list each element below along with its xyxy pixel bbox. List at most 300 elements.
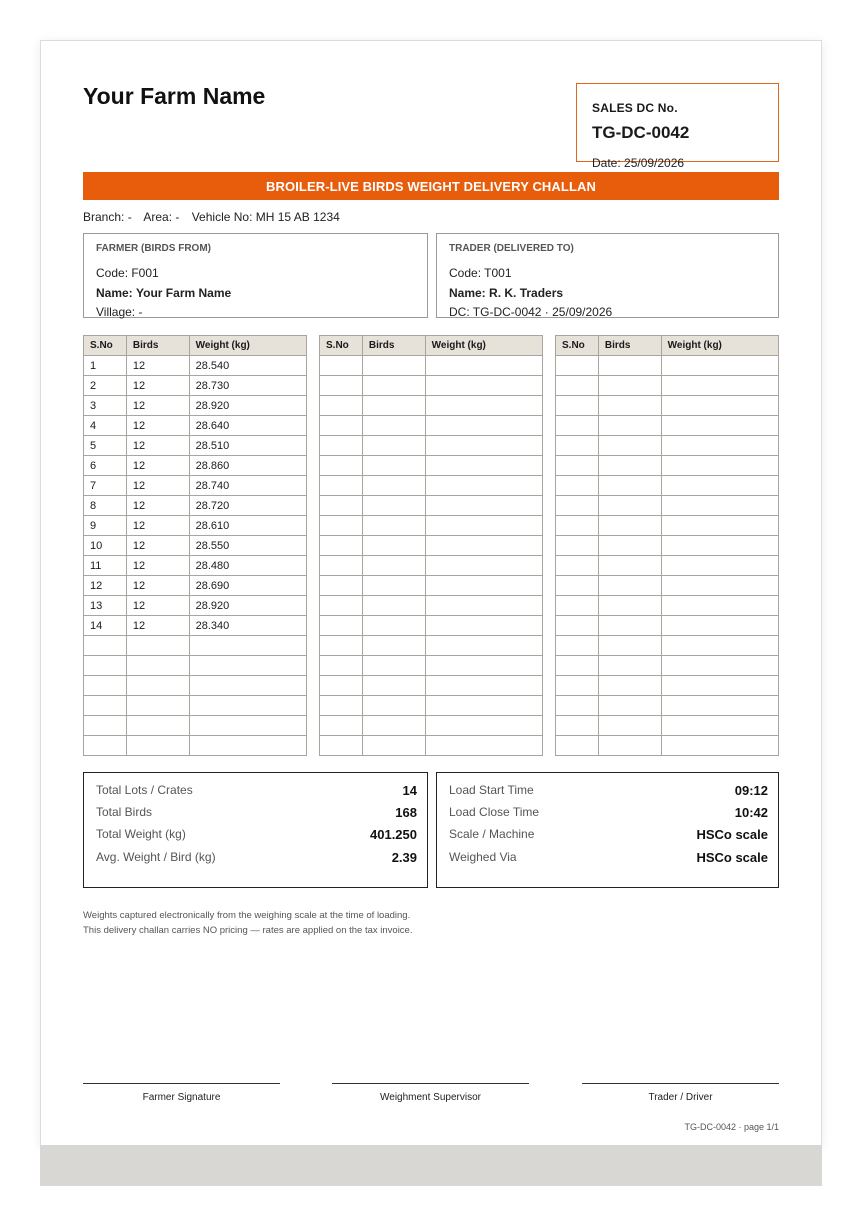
summary-label: Total Weight (kg) [96, 827, 186, 841]
table-cell [425, 416, 542, 436]
table-cell [661, 616, 778, 636]
table-cell [362, 716, 425, 736]
table-cell [598, 596, 661, 616]
table-row [556, 596, 779, 616]
summary-row [449, 827, 768, 845]
table-cell [556, 616, 599, 636]
table-cell: 28.730 [189, 376, 306, 396]
table-cell: 12 [126, 616, 189, 636]
table-cell [598, 496, 661, 516]
table-cell [556, 476, 599, 496]
table-cell [189, 736, 306, 756]
table-row [84, 576, 307, 596]
weights-table-3 [555, 335, 779, 756]
table-cell: 28.340 [189, 616, 306, 636]
table-row [84, 536, 307, 556]
table-cell [661, 456, 778, 476]
table-cell [320, 396, 363, 416]
summary-label: Scale / Machine [449, 827, 535, 841]
table-cell: 12 [126, 536, 189, 556]
summary-value: 401.250 [370, 827, 417, 842]
table-cell [556, 496, 599, 516]
table-cell [320, 556, 363, 576]
table-row [320, 396, 543, 416]
table-cell [556, 716, 599, 736]
table-cell [84, 716, 127, 736]
summary-row [96, 850, 417, 868]
table-cell [362, 736, 425, 756]
table-cell [598, 656, 661, 676]
table-cell [556, 376, 599, 396]
weights-table-2 [319, 335, 543, 756]
trader-dc: DC: TG-DC-0042 · 25/09/2026 [449, 305, 613, 319]
farmer-name: Your Farm Name [136, 286, 232, 300]
table-cell [661, 596, 778, 616]
table-cell [598, 696, 661, 716]
summary-label: Load Start Time [449, 783, 534, 797]
table-cell: 12 [126, 516, 189, 536]
weights-header-cell: S.No [320, 336, 363, 356]
table-cell [661, 636, 778, 656]
totals-panel [83, 772, 428, 888]
table-cell: 28.510 [189, 436, 306, 456]
table-cell: 14 [84, 616, 127, 636]
trader-signature-line [582, 1083, 779, 1103]
table-cell [661, 696, 778, 716]
table-row [556, 496, 779, 516]
farm-name-heading: Your Farm Name [83, 83, 266, 109]
table-cell [661, 396, 778, 416]
table-cell [320, 576, 363, 596]
summary-value: 2.39 [391, 850, 417, 865]
table-cell [425, 636, 542, 656]
farmer-village: Village: - [96, 305, 143, 319]
table-row [320, 536, 543, 556]
table-cell: 28.920 [189, 396, 306, 416]
table-row [84, 556, 307, 576]
summary-label: Total Birds [96, 805, 153, 819]
table-cell: 28.550 [189, 536, 306, 556]
summary-label: Weighed Via [449, 850, 517, 864]
table-cell [126, 636, 189, 656]
table-cell [126, 696, 189, 716]
table-cell [661, 516, 778, 536]
table-row [556, 576, 779, 596]
table-row [84, 476, 307, 496]
table-cell [661, 356, 778, 376]
table-cell [84, 696, 127, 716]
table-cell [126, 676, 189, 696]
table-cell [425, 496, 542, 516]
summary-value: 168 [395, 805, 417, 820]
table-row [320, 656, 543, 676]
table-cell [126, 656, 189, 676]
table-cell [661, 556, 778, 576]
table-cell: 12 [126, 556, 189, 576]
table-cell [84, 736, 127, 756]
table-cell [320, 516, 363, 536]
weights-header-cell: Birds [126, 336, 189, 356]
table-row [84, 696, 307, 716]
trader-signature-label: Trader / Driver [648, 1092, 713, 1103]
table-row [84, 376, 307, 396]
table-cell [661, 576, 778, 596]
table-cell [320, 596, 363, 616]
farmer-name-line [96, 286, 231, 300]
table-cell [362, 496, 425, 516]
table-cell [556, 456, 599, 476]
dc-number: TG-DC-0042 [592, 123, 690, 142]
summary-label: Avg. Weight / Bird (kg) [96, 850, 216, 864]
weights-header-cell: Weight (kg) [425, 336, 542, 356]
note-line-2: This delivery challan carries NO pricing — rates are applied on the tax invoice. [83, 925, 413, 936]
table-row [320, 356, 543, 376]
table-cell [362, 456, 425, 476]
table-row [320, 676, 543, 696]
table-row [556, 516, 779, 536]
table-cell [320, 376, 363, 396]
table-row [556, 376, 779, 396]
table-cell [320, 736, 363, 756]
table-cell [320, 416, 363, 436]
table-cell [425, 556, 542, 576]
page-number: TG-DC-0042 · page 1/1 [684, 1122, 779, 1132]
table-cell [425, 596, 542, 616]
table-cell: 5 [84, 436, 127, 456]
challan-title-banner: BROILER-LIVE BIRDS WEIGHT DELIVERY CHALLAN [83, 172, 779, 200]
table-cell: 4 [84, 416, 127, 436]
weights-table-1 [83, 335, 307, 756]
table-row [320, 556, 543, 576]
table-cell [189, 636, 306, 656]
table-row [320, 516, 543, 536]
table-cell [425, 716, 542, 736]
table-row [556, 616, 779, 636]
table-cell [362, 576, 425, 596]
table-cell [425, 436, 542, 456]
table-row [556, 536, 779, 556]
table-cell [661, 416, 778, 436]
table-cell [598, 716, 661, 736]
weights-header-cell: Weight (kg) [661, 336, 778, 356]
table-cell: 12 [84, 576, 127, 596]
table-cell [84, 676, 127, 696]
table-cell [598, 516, 661, 536]
table-row [556, 356, 779, 376]
table-cell [320, 436, 363, 456]
table-row [556, 436, 779, 456]
table-cell [362, 696, 425, 716]
table-cell [598, 576, 661, 596]
summary-value: 09:12 [734, 783, 768, 798]
table-cell [598, 676, 661, 696]
table-row [556, 556, 779, 576]
table-cell [425, 396, 542, 416]
table-cell [598, 376, 661, 396]
table-cell: 28.860 [189, 456, 306, 476]
table-row [84, 656, 307, 676]
table-cell [661, 736, 778, 756]
table-cell [126, 716, 189, 736]
table-cell [362, 556, 425, 576]
table-cell: 12 [126, 576, 189, 596]
table-row [84, 736, 307, 756]
weights-header-cell: Weight (kg) [189, 336, 306, 356]
table-cell [661, 376, 778, 396]
table-row [84, 436, 307, 456]
table-cell [362, 436, 425, 456]
table-row [84, 636, 307, 656]
table-cell [362, 596, 425, 616]
supervisor-signature-label: Weighment Supervisor [380, 1092, 481, 1103]
table-cell [320, 696, 363, 716]
table-cell [661, 436, 778, 456]
table-cell: 12 [126, 456, 189, 476]
challan-page [40, 40, 822, 1146]
table-row [320, 496, 543, 516]
table-cell [661, 676, 778, 696]
table-row [84, 416, 307, 436]
table-cell [661, 476, 778, 496]
summary-value: 10:42 [734, 805, 768, 820]
table-row [84, 396, 307, 416]
note-line-1: Weights captured electronically from the weighing scale at the time of loading. [83, 910, 411, 921]
table-cell [362, 616, 425, 636]
table-cell [425, 676, 542, 696]
table-row [84, 496, 307, 516]
summary-label: Load Close Time [449, 805, 540, 819]
trader-code: Code: T001 [449, 266, 512, 280]
table-cell [598, 456, 661, 476]
table-cell [320, 456, 363, 476]
summary-row [449, 805, 768, 823]
table-row [556, 416, 779, 436]
weights-header-row [556, 336, 779, 356]
table-cell [84, 636, 127, 656]
table-cell [598, 636, 661, 656]
table-cell [556, 596, 599, 616]
table-cell [556, 576, 599, 596]
weights-header-row [84, 336, 307, 356]
table-cell: 28.540 [189, 356, 306, 376]
table-cell [320, 536, 363, 556]
summary-value: HSCo scale [696, 827, 768, 842]
trader-name-label: Name: [449, 286, 486, 300]
table-cell [556, 676, 599, 696]
table-row [556, 736, 779, 756]
table-cell [362, 476, 425, 496]
table-cell [320, 676, 363, 696]
trader-name-line [449, 286, 563, 300]
table-cell [362, 676, 425, 696]
table-cell [362, 356, 425, 376]
table-cell [425, 696, 542, 716]
table-cell: 9 [84, 516, 127, 536]
table-row [84, 616, 307, 636]
table-cell [425, 376, 542, 396]
trader-panel-title: TRADER (DELIVERED TO) [449, 243, 574, 254]
table-row [320, 376, 543, 396]
table-cell [126, 736, 189, 756]
table-cell [556, 556, 599, 576]
table-cell [598, 536, 661, 556]
table-cell [320, 496, 363, 516]
table-cell: 10 [84, 536, 127, 556]
dc-date: Date: 25/09/2026 [592, 156, 685, 170]
table-cell [425, 536, 542, 556]
table-cell [189, 676, 306, 696]
table-cell [598, 736, 661, 756]
table-cell [598, 396, 661, 416]
vehicle-text: Vehicle No: MH 15 AB 1234 [191, 210, 340, 224]
table-row [84, 456, 307, 476]
table-cell [425, 456, 542, 476]
trader-panel [436, 233, 779, 318]
table-cell [425, 356, 542, 376]
table-row [320, 616, 543, 636]
weights-header-row [320, 336, 543, 356]
table-cell [320, 656, 363, 676]
table-row [320, 636, 543, 656]
dc-label: SALES DC No. [592, 101, 678, 115]
table-cell [362, 656, 425, 676]
weights-header-cell: Birds [362, 336, 425, 356]
table-cell [189, 696, 306, 716]
table-row [556, 676, 779, 696]
table-cell [425, 476, 542, 496]
farmer-name-label: Name: [96, 286, 133, 300]
table-cell [598, 436, 661, 456]
table-cell [425, 576, 542, 596]
meta-line [83, 210, 349, 224]
table-cell [362, 636, 425, 656]
branch-text: Branch: - [83, 210, 132, 224]
area-text: Area: - [143, 210, 180, 224]
table-cell [189, 716, 306, 736]
table-cell [598, 416, 661, 436]
load-info-panel [436, 772, 779, 888]
table-row [320, 696, 543, 716]
table-row [320, 416, 543, 436]
weights-header-cell: Birds [598, 336, 661, 356]
table-row [556, 396, 779, 416]
table-cell [320, 716, 363, 736]
table-cell [661, 716, 778, 736]
table-cell: 11 [84, 556, 127, 576]
table-cell: 12 [126, 496, 189, 516]
table-cell [661, 656, 778, 676]
summary-label: Total Lots / Crates [96, 783, 193, 797]
table-cell: 28.690 [189, 576, 306, 596]
table-cell: 3 [84, 396, 127, 416]
weights-header-cell: S.No [556, 336, 599, 356]
table-row [320, 736, 543, 756]
table-cell [556, 396, 599, 416]
summary-row [96, 783, 417, 801]
farmer-code: Code: F001 [96, 266, 159, 280]
table-row [556, 656, 779, 676]
table-row [84, 716, 307, 736]
farmer-signature-line [83, 1083, 280, 1103]
table-cell [556, 636, 599, 656]
table-cell [598, 356, 661, 376]
table-cell [320, 616, 363, 636]
summary-row [96, 805, 417, 823]
table-cell [362, 376, 425, 396]
sales-dc-box [576, 83, 779, 170]
table-cell [425, 516, 542, 536]
table-cell [598, 616, 661, 636]
table-cell [556, 516, 599, 536]
table-row [320, 436, 543, 456]
table-cell: 12 [126, 416, 189, 436]
table-row [556, 476, 779, 496]
table-cell [556, 436, 599, 456]
table-cell: 28.740 [189, 476, 306, 496]
table-cell [425, 656, 542, 676]
table-cell: 28.720 [189, 496, 306, 516]
table-cell: 28.920 [189, 596, 306, 616]
summary-value: HSCo scale [696, 850, 768, 865]
summary-row [449, 850, 768, 868]
table-cell [84, 656, 127, 676]
table-row [556, 456, 779, 476]
table-cell [425, 616, 542, 636]
table-cell: 6 [84, 456, 127, 476]
table-cell: 12 [126, 476, 189, 496]
table-cell: 2 [84, 376, 127, 396]
summary-value: 14 [402, 783, 417, 798]
table-cell: 12 [126, 376, 189, 396]
table-row [556, 716, 779, 736]
table-cell [661, 536, 778, 556]
table-row [320, 716, 543, 736]
table-row [556, 636, 779, 656]
table-cell [320, 476, 363, 496]
table-cell [556, 416, 599, 436]
farmer-panel-title: FARMER (BIRDS FROM) [96, 243, 211, 254]
table-cell [556, 536, 599, 556]
table-cell [425, 736, 542, 756]
farmer-signature-label: Farmer Signature [142, 1092, 221, 1103]
table-cell [362, 536, 425, 556]
table-cell [556, 736, 599, 756]
table-cell: 12 [126, 396, 189, 416]
table-row [84, 676, 307, 696]
table-cell: 1 [84, 356, 127, 376]
table-row [320, 456, 543, 476]
table-cell: 12 [126, 596, 189, 616]
page-bottom-band [40, 1145, 822, 1186]
table-row [320, 596, 543, 616]
table-cell [556, 696, 599, 716]
table-cell: 12 [126, 356, 189, 376]
table-cell: 28.480 [189, 556, 306, 576]
table-row [320, 576, 543, 596]
table-cell [362, 396, 425, 416]
table-row [84, 356, 307, 376]
table-cell [362, 516, 425, 536]
weights-header-cell: S.No [84, 336, 127, 356]
table-row [320, 476, 543, 496]
table-cell: 13 [84, 596, 127, 616]
table-cell: 8 [84, 496, 127, 516]
table-cell: 12 [126, 436, 189, 456]
table-row [84, 596, 307, 616]
table-cell: 7 [84, 476, 127, 496]
table-row [556, 696, 779, 716]
summary-row [96, 827, 417, 845]
